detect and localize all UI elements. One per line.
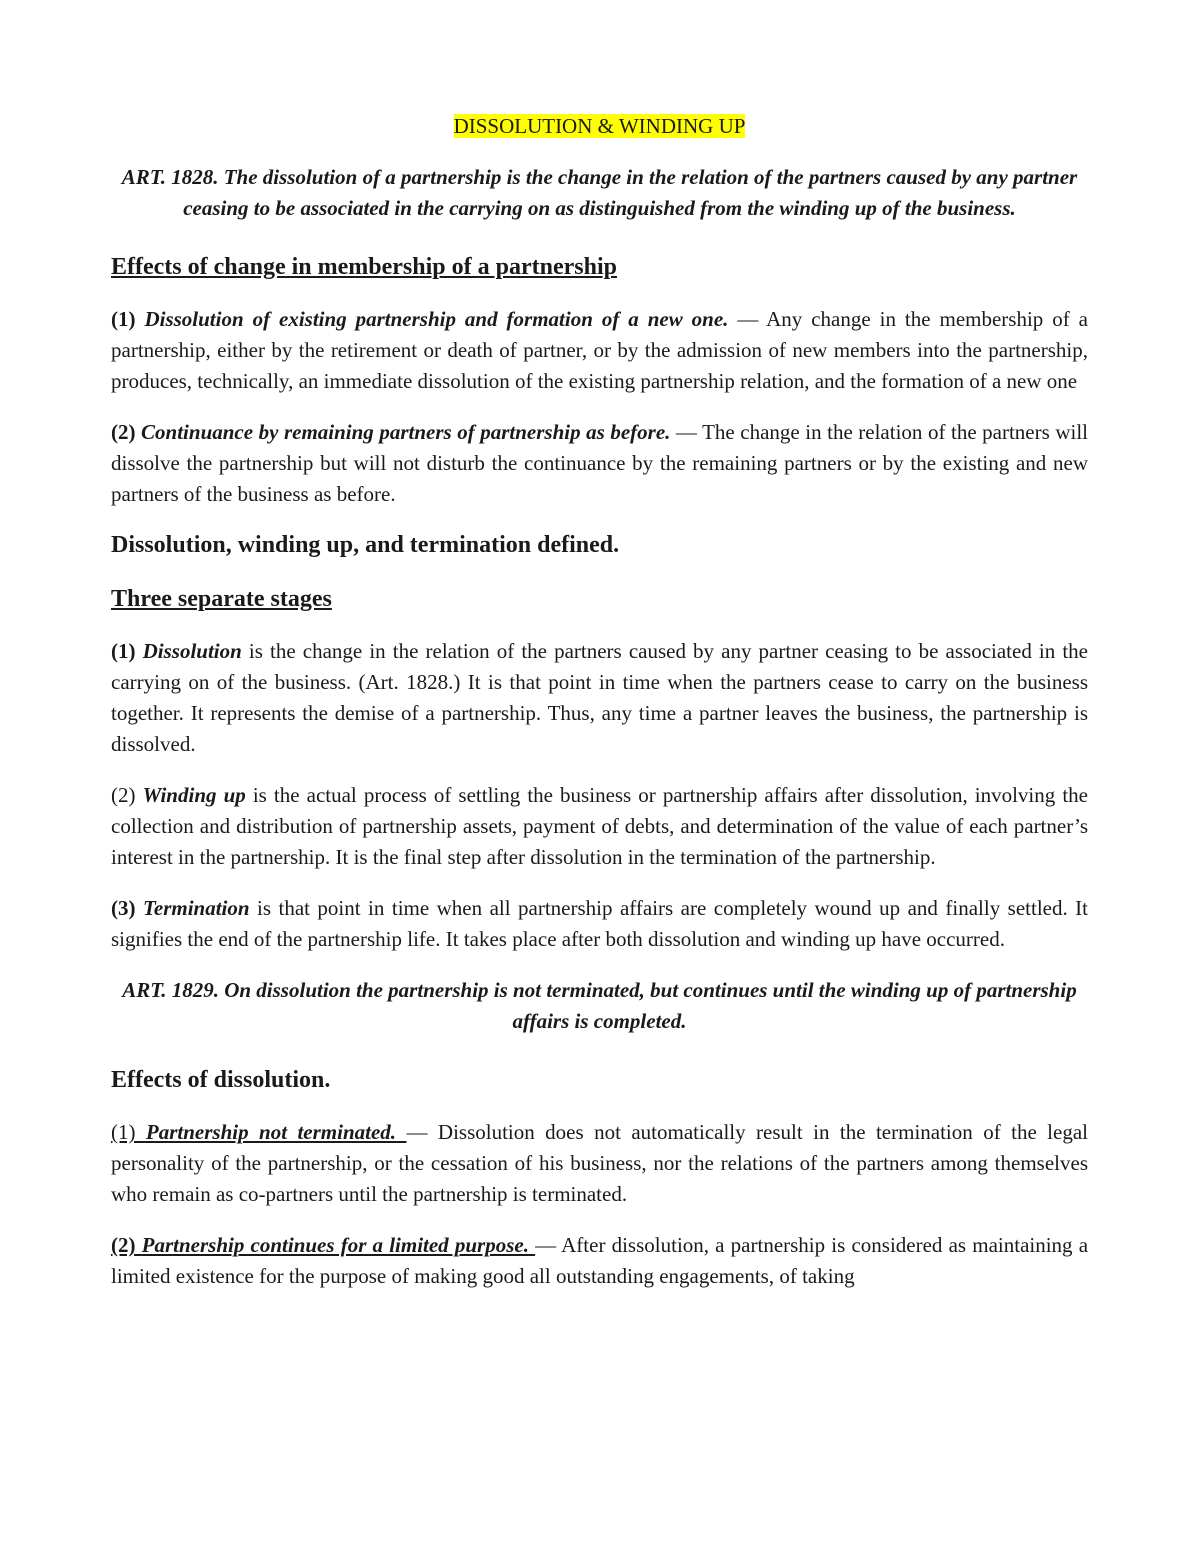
article-1829: ART. 1829. On dissolution the partnership is not terminated, but continues until the winding up of partnership affairs is completed. bbox=[122, 978, 1077, 1033]
item-number: (3) bbox=[111, 896, 136, 920]
heading-effects-of-dissolution: Effects of dissolution. bbox=[111, 1067, 331, 1093]
item-text: — Any change in the membership of a partnership, either by the retirement or death of partner, or by the admission of new members into the partnership, produces, technically, an immediate dissolution of the existing partnership relation, and the formation of a new one bbox=[111, 307, 1088, 393]
item-underlined-lead bbox=[111, 1120, 406, 1144]
effects-change-item-1 bbox=[111, 304, 1088, 397]
item-term: Termination bbox=[142, 896, 250, 920]
heading-defined: Dissolution, winding up, and termination defined. bbox=[111, 532, 620, 558]
effects-dissolution-item-1 bbox=[111, 1117, 1088, 1210]
item-text: is the change in the relation of the partners caused by any partner ceasing to be associated in the carrying on of the business. (Art. 1828.) It is that point in time when the partners cease to carry on the business together. It represents the demise of a partnership. Thus, any time a partner leaves the business, the partnership is dissolved. bbox=[111, 639, 1089, 756]
heading-three-stages: Three separate stages bbox=[111, 586, 332, 612]
document-title bbox=[111, 112, 1088, 140]
item-number: (1) bbox=[111, 307, 136, 331]
heading-effects-of-change: Effects of change in membership of a partnership bbox=[111, 254, 617, 280]
item-text: — After dissolution, a partnership is considered as maintaining a limited existence for the purpose of making good all outstanding engagements, of taking bbox=[111, 1233, 1089, 1288]
item-text: — The change in the relation of the partners will dissolve the partnership but will not disturb the continuance by the remaining partners or by the existing and new partners of the business as before. bbox=[111, 420, 1088, 506]
stage-item-2 bbox=[111, 780, 1088, 873]
stage-item-1 bbox=[111, 636, 1088, 760]
item-term: Partnership not terminated. bbox=[145, 1120, 397, 1144]
effects-change-item-2 bbox=[111, 417, 1088, 510]
item-term: Partnership continues for a limited purpose. bbox=[141, 1233, 529, 1257]
item-text: — Dissolution does not automatically result in the termination of the legal personality of the partnership, or the cessation of his business, nor the relations of the partners among themselves who remain as co-partners until the partnership is terminated. bbox=[111, 1120, 1088, 1206]
stage-item-3 bbox=[111, 893, 1088, 955]
item-number: (2) bbox=[111, 783, 136, 807]
item-term: Dissolution bbox=[142, 639, 242, 663]
item-number: (2) bbox=[111, 420, 136, 444]
item-text: is the actual process of settling the business or partnership affairs after dissolution, involving the collection and distribution of partnership assets, payment of debts, and determination of the value of each partner’s interest in the partnership. It is the final step after dissolution in the termination of the partnership. bbox=[111, 783, 1088, 869]
item-number: (1) bbox=[111, 639, 136, 663]
item-number: (1) bbox=[111, 1120, 136, 1144]
item-term: Continuance by remaining partners of partnership as before. bbox=[141, 420, 671, 444]
document-title-text: DISSOLUTION & WINDING UP bbox=[453, 114, 746, 138]
article-1828: ART. 1828. The dissolution of a partnership is the change in the relation of the partners caused by any partner ceasing to be associated in the carrying on as distinguished from the winding up of the business. bbox=[121, 165, 1078, 220]
effects-dissolution-item-2 bbox=[111, 1230, 1088, 1292]
item-number: (2) bbox=[111, 1233, 136, 1257]
item-text: is that point in time when all partnership affairs are completely wound up and finally settled. It signifies the end of the partnership life. It takes place after both dissolution and winding up have occurred. bbox=[111, 896, 1089, 951]
item-underlined-lead bbox=[111, 1233, 535, 1257]
item-term: Winding up bbox=[142, 783, 246, 807]
item-term: Dissolution of existing partnership and formation of a new one. bbox=[144, 307, 729, 331]
